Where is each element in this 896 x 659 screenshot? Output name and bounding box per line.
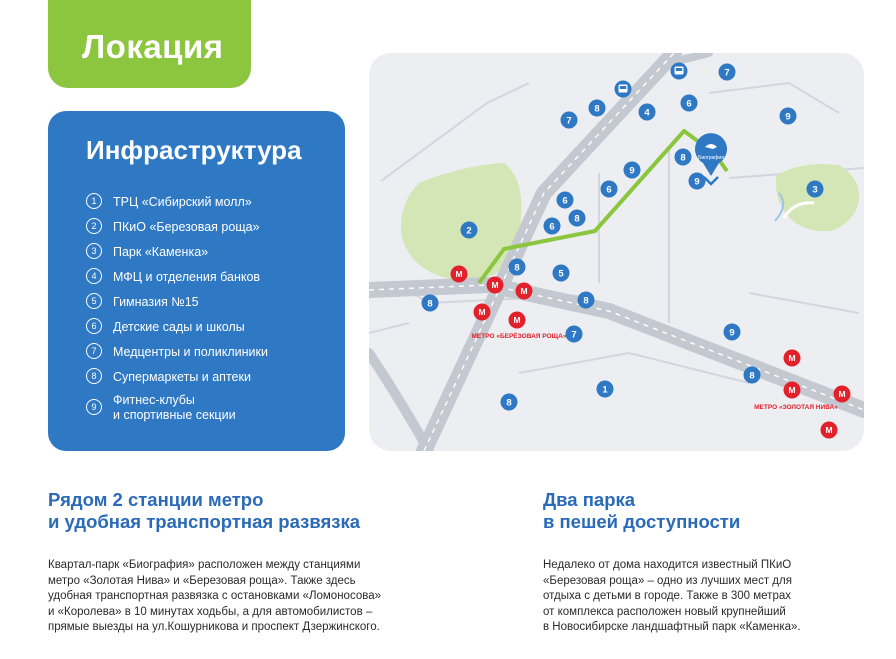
marker-number: 1 (602, 384, 608, 396)
marker-number: 6 (606, 184, 612, 196)
legend-number-7: 7 (86, 343, 102, 359)
text-line: удобная транспортная развязка с остановками «Ломоносова» (48, 590, 382, 602)
marker-number: 3 (812, 184, 818, 196)
legend-number-9: 9 (86, 399, 102, 415)
marker-number: 6 (686, 98, 692, 110)
legend-label-8: Супермаркеты и аптеки (113, 370, 251, 384)
legend-label-2: ПКиО «Березовая роща» (113, 220, 260, 234)
parks-section-text (543, 558, 801, 636)
marker-number: 8 (680, 152, 686, 164)
marker-number: 8 (514, 262, 520, 274)
legend-item-3 (86, 243, 268, 268)
legend-item-5 (86, 293, 268, 318)
legend-number-5: 5 (86, 293, 102, 309)
legend-label-5: Гимназия №15 (113, 295, 199, 309)
marker-number: 7 (571, 329, 577, 341)
metro-heading-line1: Рядом 2 станции метро (48, 489, 264, 510)
map-canvas (369, 53, 864, 451)
text-line: и «Королева» в 10 минутах ходьбы, а для автомобилистов – (48, 605, 373, 618)
marker-number: 9 (729, 327, 735, 339)
marker-number: 2 (466, 225, 472, 237)
legend-item-2 (86, 218, 268, 243)
legend-number-3: 3 (86, 243, 102, 259)
page-title: Локация (82, 28, 224, 65)
metro-letter: М (455, 269, 463, 279)
metro-berezovaya-roshcha-label: МЕТРО «БЕРЁЗОВАЯ РОЩА» (471, 333, 567, 340)
metro-letter: М (513, 315, 521, 325)
parks-heading-line1: Два парка (543, 489, 636, 510)
parks-heading-line2: в пешей доступности (543, 511, 741, 532)
location-map[interactable] (369, 53, 864, 451)
legend-number-8: 8 (86, 368, 102, 384)
marker-number: 7 (724, 67, 730, 79)
location-title-badge (48, 0, 251, 88)
infrastructure-list (86, 193, 268, 433)
legend-number-1: 1 (86, 193, 102, 209)
marker-number: 4 (644, 107, 650, 119)
legend-number-4: 4 (86, 268, 102, 284)
marker-number: 9 (694, 176, 700, 188)
legend-item-8 (86, 368, 268, 393)
legend-label-9-line2: и спортивные секции (113, 407, 236, 422)
project-pin-label: Биография (698, 155, 724, 161)
marker-number: 8 (506, 397, 512, 409)
bus-stop-icon[interactable] (671, 63, 688, 80)
legend-label-9-line1: Фитнес-клубы (113, 393, 195, 407)
text-line: «Березовая роща» – одно из лучших мест для (543, 574, 792, 587)
legend-item-4 (86, 268, 268, 293)
metro-section-text (48, 558, 381, 636)
metro-letter: М (520, 286, 528, 296)
marker-number: 8 (749, 370, 755, 382)
metro-heading-line2: и удобная транспортная развязка (48, 511, 360, 532)
marker-number: 5 (558, 268, 564, 280)
infrastructure-title: Инфраструктура (86, 135, 302, 165)
marker-number: 9 (785, 111, 791, 123)
text-line: в Новосибирске ландшафтный парк «Каменка». (543, 621, 801, 633)
marker-number: 8 (583, 295, 589, 307)
metro-letter: М (478, 307, 486, 317)
legend-item-9 (86, 393, 268, 433)
metro-zolotaya-niva-label: МЕТРО «ЗОЛОТАЯ НИВА» (754, 404, 838, 411)
marker-number: 7 (566, 115, 572, 127)
metro-letter: М (838, 389, 846, 399)
bus-stop-icon[interactable] (615, 81, 632, 98)
text-line: метро «Золотая Нива» и «Березовая роща». Также здесь (48, 574, 356, 587)
metro-letter: М (788, 385, 796, 395)
text-line: отдыха с детьми в городе. Также в 300 метрах (543, 590, 791, 602)
infrastructure-legend-card (48, 111, 345, 451)
marker-number: 8 (594, 103, 600, 115)
legend-item-6 (86, 318, 268, 343)
legend-number-2: 2 (86, 218, 102, 234)
legend-label-7: Медцентры и поликлиники (113, 345, 268, 359)
legend-label-6: Детские сады и школы (113, 320, 245, 334)
marker-number: 6 (562, 195, 568, 207)
marker-number: 6 (549, 221, 555, 233)
legend-label-4: МФЦ и отделения банков (113, 270, 261, 284)
text-line: Квартал-парк «Биография» расположен между станциями (48, 559, 361, 571)
marker-number: 9 (629, 165, 635, 177)
parks-section-heading (543, 489, 740, 533)
metro-letter: М (788, 353, 796, 363)
legend-label-3: Парк «Каменка» (113, 245, 209, 259)
marker-number: 8 (427, 298, 433, 310)
legend-item-1 (86, 193, 268, 218)
text-line: прямые выезды на ул.Кошурникова и проспект Дзержинского. (48, 621, 380, 633)
metro-section-heading (48, 489, 360, 533)
metro-letter: М (491, 280, 499, 290)
marker-number: 8 (574, 213, 580, 225)
legend-label-1: ТРЦ «Сибирский молл» (113, 195, 252, 209)
legend-number-6: 6 (86, 318, 102, 334)
text-line: от комплекса расположен новый крупнейший (543, 605, 786, 618)
text-line: Недалеко от дома находится известный ПКиО (543, 559, 792, 571)
legend-item-7 (86, 343, 268, 368)
metro-letter: М (825, 425, 833, 435)
